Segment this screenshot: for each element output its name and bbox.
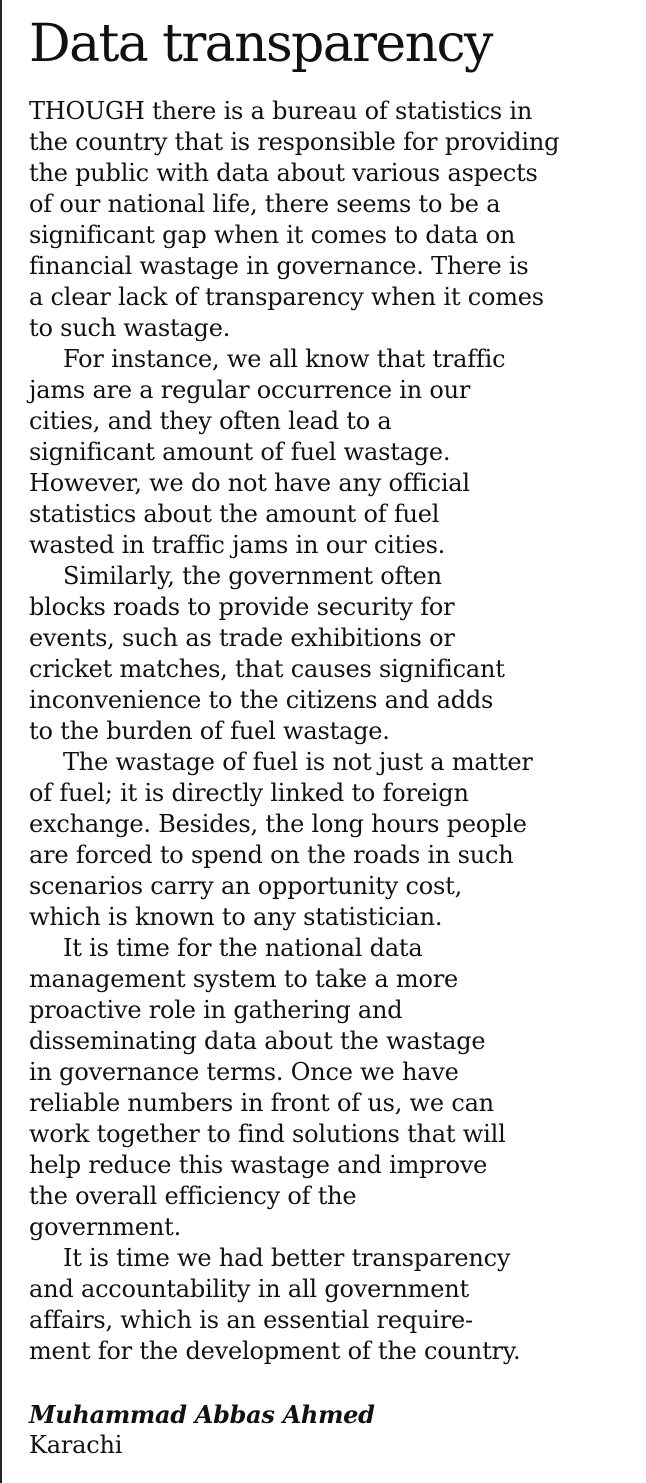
paragraph-line: work together to find solutions that will bbox=[29, 1120, 506, 1148]
paragraph-line: blocks roads to provide security for bbox=[29, 593, 455, 621]
paragraph-line: of fuel; it is directly linked to foreign bbox=[29, 779, 469, 807]
paragraph-line: affairs, which is an essential require- bbox=[29, 1306, 473, 1334]
headline: Data transparency bbox=[29, 14, 492, 74]
paragraph-line: to the burden of fuel wastage. bbox=[29, 717, 390, 745]
paragraph-line: scenarios carry an opportunity cost, bbox=[29, 872, 462, 900]
paragraph-line: cities, and they often lead to a bbox=[29, 407, 392, 435]
paragraph-line: It is time for the national data bbox=[63, 934, 423, 962]
paragraph-line: significant gap when it comes to data on bbox=[29, 221, 516, 249]
paragraph-line: in governance terms. Once we have bbox=[29, 1058, 459, 1086]
paragraph-line: THOUGH there is a bureau of statistics in bbox=[29, 97, 533, 125]
paragraph bbox=[29, 933, 629, 1243]
paragraph-line: For instance, we all know that traffic bbox=[63, 345, 506, 373]
paragraph-line: financial wastage in governance. There is bbox=[29, 252, 529, 280]
paragraph-line: reliable numbers in front of us, we can bbox=[29, 1089, 494, 1117]
paragraph-line: to such wastage. bbox=[29, 314, 231, 342]
paragraph-line: ment for the development of the country. bbox=[29, 1337, 521, 1365]
paragraph bbox=[29, 561, 629, 747]
letter-article bbox=[29, 0, 629, 1461]
paragraph-line: cricket matches, that causes significant bbox=[29, 655, 505, 683]
paragraph bbox=[29, 747, 629, 933]
paragraph-line: inconvenience to the citizens and adds bbox=[29, 686, 494, 714]
paragraph-line: significant amount of fuel wastage. bbox=[29, 438, 451, 466]
signature-block bbox=[29, 1399, 629, 1461]
paragraph-line: Similarly, the government often bbox=[63, 562, 442, 590]
author-name: Muhammad Abbas Ahmed bbox=[29, 1400, 375, 1429]
paragraph-line: government. bbox=[29, 1213, 181, 1241]
paragraph-line: proactive role in gathering and bbox=[29, 996, 403, 1024]
paragraph bbox=[29, 344, 629, 561]
paragraph bbox=[29, 1243, 629, 1367]
paragraph-line: exchange. Besides, the long hours people bbox=[29, 810, 527, 838]
paragraph-line: It is time we had better transparency bbox=[63, 1244, 511, 1272]
paragraph-line: disseminating data about the wastage bbox=[29, 1027, 486, 1055]
paragraph-line: and accountability in all government bbox=[29, 1275, 469, 1303]
column-divider bbox=[0, 0, 2, 1483]
paragraph bbox=[29, 96, 629, 344]
paragraph-line: the overall efficiency of the bbox=[29, 1182, 357, 1210]
paragraph-line: a clear lack of transparency when it comes bbox=[29, 283, 544, 311]
paragraph-line: management system to take a more bbox=[29, 965, 458, 993]
paragraph-line: help reduce this wastage and improve bbox=[29, 1151, 488, 1179]
paragraph-line: jams are a regular occurrence in our bbox=[29, 376, 471, 404]
paragraph-line: wasted in traffic jams in our cities. bbox=[29, 531, 446, 559]
paragraph-line: However, we do not have any official bbox=[29, 469, 470, 497]
paragraph-line: which is known to any statistician. bbox=[29, 903, 443, 931]
author-city: Karachi bbox=[29, 1431, 123, 1459]
article-body bbox=[29, 96, 629, 1367]
paragraph-line: the country that is responsible for providing bbox=[29, 128, 560, 156]
paragraph-line: statistics about the amount of fuel bbox=[29, 500, 440, 528]
paragraph-line: The wastage of fuel is not just a matter bbox=[63, 748, 533, 776]
paragraph-line: the public with data about various aspects bbox=[29, 159, 538, 187]
paragraph-line: are forced to spend on the roads in such bbox=[29, 841, 514, 869]
paragraph-line: events, such as trade exhibitions or bbox=[29, 624, 455, 652]
paragraph-line: of our national life, there seems to be a bbox=[29, 190, 501, 218]
